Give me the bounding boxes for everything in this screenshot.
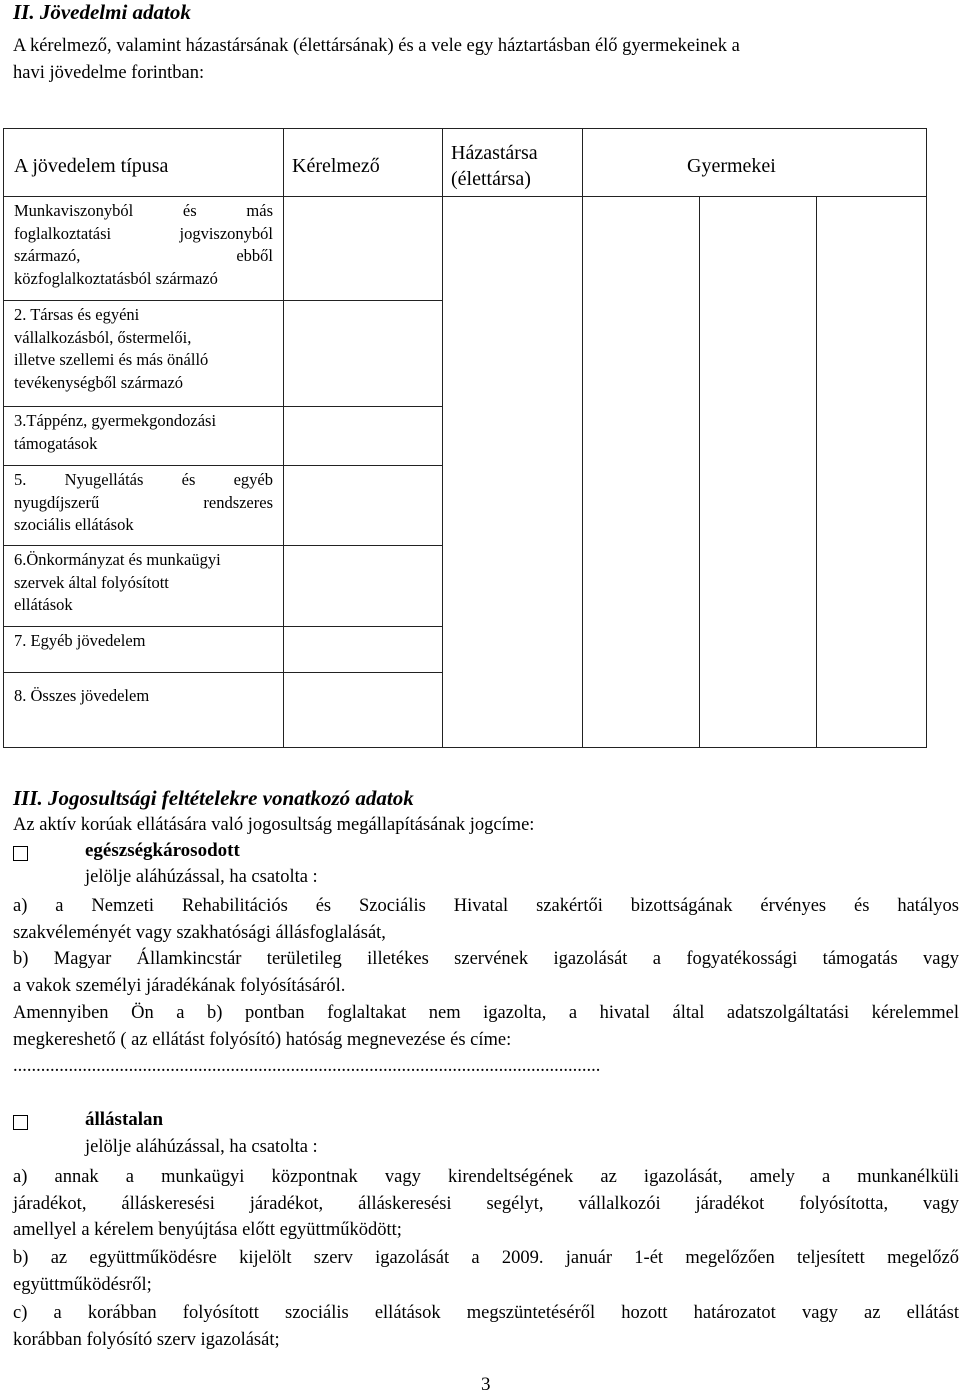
header-income-type: A jövedelem típusa	[4, 129, 284, 197]
text-line: a) a Nemzeti Rehabilitációs és Szociális Hivatal szakértői bizottságának érvényes és hatályos	[13, 896, 959, 916]
option-1-note: jelölje aláhúzással, ha csatolta :	[85, 867, 318, 887]
row-label-line: 8. Összes jövedelem	[14, 686, 150, 705]
section-3-intro: Az aktív korúak ellátására való jogosultság megállapításának jogcíme:	[13, 815, 535, 835]
cell-applicant[interactable]	[284, 627, 443, 673]
cell-applicant[interactable]	[284, 466, 443, 546]
text-line: szakvéleményét vagy szakhatósági állásfoglalását,	[13, 922, 386, 943]
row-label-line: foglalkoztatási jogviszonyból	[14, 223, 273, 243]
option-1-c	[13, 1000, 959, 1053]
text-line: Amennyiben Ön a b) pontban foglaltakat nem igazolta, a hivatal által adatszolgáltatási kérelemmel	[13, 1003, 959, 1023]
option-1-b	[13, 946, 959, 999]
income-table	[3, 128, 927, 748]
text-line: b) az együttműködésre kijelölt szerv igazolását a 2009. január 1-ét megelőzően teljesített megelőző	[13, 1248, 959, 1268]
cell-child-1[interactable]	[583, 197, 700, 748]
row-label	[4, 673, 284, 748]
row-label-line: nyugdíjszerű rendszeres	[14, 492, 273, 512]
row-label-line: szociális ellátások	[14, 515, 134, 534]
row-label	[4, 546, 284, 627]
row-label	[4, 197, 284, 301]
option-allastalan-label: állástalan	[85, 1109, 164, 1130]
section-3-title: III. Jogosultsági feltételekre vonatkozó adatok	[13, 786, 414, 810]
cell-child-3[interactable]	[817, 197, 927, 748]
cell-child-2[interactable]	[700, 197, 817, 748]
text-line: korábban folyósító szerv igazolását;	[13, 1329, 280, 1350]
header-spouse-line: Házastársa	[451, 142, 538, 164]
header-children-label: Gyermekei	[687, 155, 776, 177]
text-line: a) annak a munkaügyi központnak vagy kirendeltségének az igazolását, amely a munkanélküli	[13, 1167, 959, 1187]
row-label-line: támogatások	[14, 433, 98, 453]
option-2-c	[13, 1300, 959, 1353]
header-spouse	[443, 129, 583, 197]
option-2-note: jelölje aláhúzással, ha csatolta :	[85, 1137, 318, 1157]
row-label-line: 7. Egyéb jövedelem	[14, 631, 146, 650]
row-label	[4, 407, 284, 466]
text-line: megkereshető ( az ellátást folyósító) hatóság megnevezése és címe:	[13, 1029, 512, 1050]
row-label	[4, 301, 284, 407]
intro-line: havi jövedelme forintban:	[13, 62, 205, 83]
row-label-line: Munkaviszonyból és más	[14, 201, 273, 220]
option-2-b	[13, 1245, 959, 1298]
option-egeszsegkarosodott-label: egészségkárosodott	[85, 840, 240, 861]
section-2-intro	[13, 33, 960, 86]
checkbox-egeszsegkarosodott[interactable]	[13, 846, 28, 861]
cell-applicant[interactable]	[284, 301, 443, 407]
text-line: c) a korábban folyósított szociális ellátások megszüntetéséről hozott határozatot vagy az ellátást	[13, 1303, 959, 1323]
row-label-line: szervek által folyósított	[14, 572, 169, 592]
text-line: járadékot, álláskeresési járadékot, álláskeresési segélyt, vállalkozói járadékot folyósította, vagy	[13, 1193, 959, 1214]
option-1-a	[13, 893, 959, 946]
row-label	[4, 627, 284, 673]
table-row	[4, 197, 927, 301]
text-line: együttműködésről;	[13, 1274, 152, 1295]
page-number: 3	[481, 1374, 491, 1395]
checkbox-allastalan[interactable]	[13, 1115, 28, 1130]
row-label-line: 6.Önkormányzat és munkaügyi	[14, 550, 221, 569]
section-2-title: II. Jövedelmi adatok	[13, 0, 191, 24]
cell-spouse[interactable]	[443, 197, 583, 748]
header-children	[583, 129, 927, 197]
row-label-line: vállalkozásból, őstermelői,	[14, 327, 192, 347]
row-label-line: 2. Társas és egyéni	[14, 305, 140, 324]
cell-applicant[interactable]	[284, 197, 443, 301]
row-label-line: származó, ebből	[14, 246, 273, 265]
row-label-line: illetve szellemi és más önálló	[14, 350, 209, 369]
row-label-line: tevékenységből származó	[14, 372, 184, 392]
header-applicant: Kérelmező	[284, 129, 443, 197]
cell-applicant[interactable]	[284, 546, 443, 627]
header-spouse-line: (élettársa)	[451, 168, 531, 190]
text-line: a vakok személyi járadékának folyósításáról.	[13, 975, 346, 996]
option-2-a	[13, 1164, 959, 1244]
row-label	[4, 466, 284, 546]
row-label-line: közfoglalkoztatásból származó	[14, 268, 218, 288]
row-label-line: 5. Nyugellátás és egyéb	[14, 470, 273, 489]
intro-line: A kérelmező, valamint házastársának (élettársának) és a vele egy háztartásban élő gyermekeinek a	[13, 36, 740, 56]
cell-applicant[interactable]	[284, 673, 443, 748]
cell-applicant[interactable]	[284, 407, 443, 466]
text-line: b) Magyar Államkincstár területileg illetékes szervének igazolását a fogyatékossági támogatás vagy	[13, 949, 959, 969]
row-label-line: 3.Táppénz, gyermekgondozási	[14, 411, 217, 430]
address-fill-line[interactable]: ...............................................................................................................................	[13, 1056, 601, 1076]
text-line: amellyel a kérelem benyújtása előtt együttműködött;	[13, 1220, 402, 1240]
row-label-line: ellátások	[14, 595, 73, 614]
